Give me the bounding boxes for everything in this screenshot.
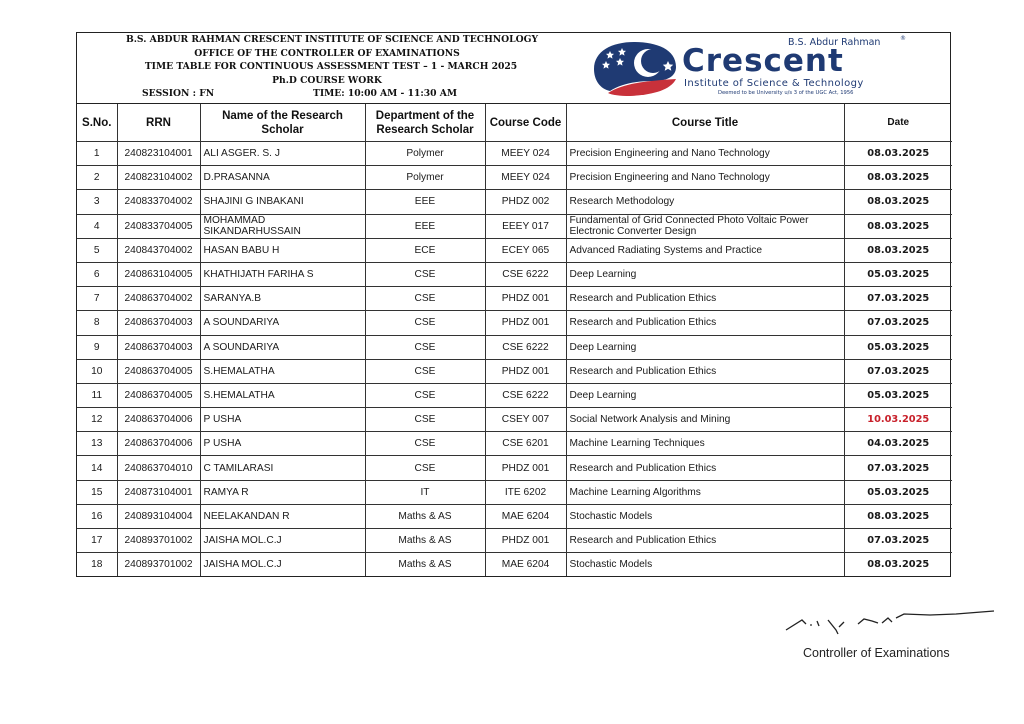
table-row	[77, 529, 952, 553]
table-body	[77, 142, 952, 577]
cell-course-title: Machine Learning Algorithms	[566, 480, 844, 504]
program-name: Ph.D COURSE WORK	[272, 74, 382, 86]
cell-name: P USHA	[200, 432, 365, 456]
cell-date: 05.03.2025	[844, 383, 952, 407]
cell-name: HASAN BABU H	[200, 238, 365, 262]
cell-name: A SOUNDARIYA	[200, 335, 365, 359]
cell-date: 08.03.2025	[844, 190, 952, 214]
cell-course-code: EEEY 017	[485, 214, 566, 238]
cell-rrn: 240843704002	[117, 238, 200, 262]
cell-rrn: 240863704003	[117, 335, 200, 359]
table-row	[77, 504, 952, 528]
cell-date: 07.03.2025	[844, 529, 952, 553]
cell-date: 10.03.2025	[844, 408, 952, 432]
crescent-emblem-icon	[592, 39, 680, 97]
cell-sno: 17	[77, 529, 117, 553]
cell-sno: 10	[77, 359, 117, 383]
cell-date: 05.03.2025	[844, 262, 952, 286]
table-row	[77, 408, 952, 432]
cell-department: Polymer	[365, 142, 485, 166]
column-header-sno: S.No.	[77, 104, 117, 142]
cell-date: 07.03.2025	[844, 359, 952, 383]
cell-course-code: ECEY 065	[485, 238, 566, 262]
cell-date: 08.03.2025	[844, 238, 952, 262]
cell-sno: 6	[77, 262, 117, 286]
cell-rrn: 240823104002	[117, 166, 200, 190]
cell-name: S.HEMALATHA	[200, 383, 365, 407]
table-row	[77, 214, 952, 238]
timetable-title: TIME TABLE FOR CONTINUOUS ASSESSMENT TEST – 1 - MARCH 2025	[144, 61, 518, 73]
cell-course-title: Advanced Radiating Systems and Practice	[566, 238, 844, 262]
crescent-logo	[592, 35, 942, 101]
table-row	[77, 238, 952, 262]
cell-course-title: Research and Publication Ethics	[566, 456, 844, 480]
cell-department: CSE	[365, 335, 485, 359]
cell-date: 08.03.2025	[844, 553, 952, 577]
cell-name: MOHAMMAD SIKANDARHUSSAIN	[200, 214, 365, 238]
cell-date: 08.03.2025	[844, 166, 952, 190]
table-row	[77, 383, 952, 407]
cell-department: IT	[365, 480, 485, 504]
column-header-name: Name of the Research Scholar	[200, 104, 365, 142]
cell-sno: 13	[77, 432, 117, 456]
table-row	[77, 432, 952, 456]
office-name: OFFICE OF THE CONTROLLER OF EXAMINATIONS	[194, 47, 460, 59]
cell-rrn: 240893701002	[117, 529, 200, 553]
cell-course-code: MAE 6204	[485, 553, 566, 577]
cell-rrn: 240863704006	[117, 408, 200, 432]
document-header	[77, 33, 950, 104]
cell-course-code: PHDZ 001	[485, 287, 566, 311]
column-header-date: Date	[844, 104, 952, 142]
cell-department: Maths & AS	[365, 504, 485, 528]
controller-signature	[780, 604, 1000, 640]
cell-name: P USHA	[200, 408, 365, 432]
cell-rrn: 240863704003	[117, 311, 200, 335]
cell-rrn: 240823104001	[117, 142, 200, 166]
cell-rrn: 240863704010	[117, 456, 200, 480]
column-header-course-code: Course Code	[485, 104, 566, 142]
logo-wordmark: Crescent	[682, 43, 844, 79]
cell-name: JAISHA MOL.C.J	[200, 553, 365, 577]
cell-sno: 18	[77, 553, 117, 577]
cell-name: C TAMILARASI	[200, 456, 365, 480]
cell-sno: 4	[77, 214, 117, 238]
cell-department: CSE	[365, 262, 485, 286]
cell-date: 08.03.2025	[844, 504, 952, 528]
cell-sno: 15	[77, 480, 117, 504]
table-row	[77, 190, 952, 214]
cell-course-title: Research Methodology	[566, 190, 844, 214]
column-header-department: Department of the Research Scholar	[365, 104, 485, 142]
cell-rrn: 240833704002	[117, 190, 200, 214]
table-header-row	[77, 104, 952, 142]
logo-registered-mark: ®	[900, 35, 906, 42]
cell-course-code: MAE 6204	[485, 504, 566, 528]
table-row	[77, 553, 952, 577]
cell-course-code: CSE 6222	[485, 335, 566, 359]
cell-course-title: Machine Learning Techniques	[566, 432, 844, 456]
cell-sno: 5	[77, 238, 117, 262]
table-row	[77, 287, 952, 311]
table-row	[77, 262, 952, 286]
cell-course-title: Precision Engineering and Nano Technology	[566, 142, 844, 166]
cell-course-title: Stochastic Models	[566, 504, 844, 528]
institute-name: B.S. ABDUR RAHMAN CRESCENT INSTITUTE OF SCIENCE AND TECHNOLOGY	[125, 34, 539, 45]
cell-sno: 12	[77, 408, 117, 432]
cell-department: ECE	[365, 238, 485, 262]
cell-sno: 2	[77, 166, 117, 190]
cell-date: 08.03.2025	[844, 214, 952, 238]
cell-course-title: Deep Learning	[566, 335, 844, 359]
cell-course-title: Deep Learning	[566, 262, 844, 286]
cell-rrn: 240893701002	[117, 553, 200, 577]
cell-date: 08.03.2025	[844, 142, 952, 166]
cell-department: CSE	[365, 456, 485, 480]
cell-course-code: PHDZ 002	[485, 190, 566, 214]
cell-name: SHAJINI G INBAKANI	[200, 190, 365, 214]
header-text-block	[77, 33, 577, 101]
cell-course-code: PHDZ 001	[485, 359, 566, 383]
cell-course-code: ITE 6202	[485, 480, 566, 504]
cell-rrn: 240863704005	[117, 383, 200, 407]
table-row	[77, 311, 952, 335]
timetable-sheet	[76, 32, 951, 577]
cell-name: KHATHIJATH FARIHA S	[200, 262, 365, 286]
cell-course-title: Research and Publication Ethics	[566, 311, 844, 335]
cell-sno: 16	[77, 504, 117, 528]
cell-rrn: 240893104004	[117, 504, 200, 528]
cell-sno: 11	[77, 383, 117, 407]
signatory-title: Controller of Examinations	[803, 646, 950, 660]
cell-department: CSE	[365, 383, 485, 407]
column-header-rrn: RRN	[117, 104, 200, 142]
cell-department: Polymer	[365, 166, 485, 190]
cell-course-code: MEEY 024	[485, 166, 566, 190]
cell-course-title: Research and Publication Ethics	[566, 529, 844, 553]
cell-name: RAMYA R	[200, 480, 365, 504]
cell-course-code: PHDZ 001	[485, 311, 566, 335]
cell-name: ALI ASGER. S. J	[200, 142, 365, 166]
cell-department: CSE	[365, 359, 485, 383]
cell-name: A SOUNDARIYA	[200, 311, 365, 335]
cell-course-title: Precision Engineering and Nano Technology	[566, 166, 844, 190]
cell-sno: 8	[77, 311, 117, 335]
cell-name: SARANYA.B	[200, 287, 365, 311]
cell-date: 05.03.2025	[844, 480, 952, 504]
cell-course-title: Research and Publication Ethics	[566, 359, 844, 383]
cell-department: Maths & AS	[365, 529, 485, 553]
cell-course-title: Deep Learning	[566, 383, 844, 407]
cell-rrn: 240863704005	[117, 359, 200, 383]
cell-date: 05.03.2025	[844, 335, 952, 359]
cell-course-title: Research and Publication Ethics	[566, 287, 844, 311]
cell-course-title: Fundamental of Grid Connected Photo Voltaic Power Electronic Converter Design	[566, 214, 844, 238]
cell-name: S.HEMALATHA	[200, 359, 365, 383]
cell-name: NEELAKANDAN R	[200, 504, 365, 528]
cell-rrn: 240863104005	[117, 262, 200, 286]
cell-date: 04.03.2025	[844, 432, 952, 456]
cell-sno: 7	[77, 287, 117, 311]
table-row	[77, 359, 952, 383]
table-row	[77, 142, 952, 166]
logo-top-text: B.S. Abdur Rahman	[788, 37, 881, 48]
cell-course-code: PHDZ 001	[485, 529, 566, 553]
cell-department: EEE	[365, 214, 485, 238]
cell-rrn: 240833704005	[117, 214, 200, 238]
cell-course-code: CSE 6222	[485, 383, 566, 407]
cell-department: CSE	[365, 287, 485, 311]
cell-course-code: CSEY 007	[485, 408, 566, 432]
cell-sno: 14	[77, 456, 117, 480]
cell-sno: 3	[77, 190, 117, 214]
cell-course-code: CSE 6222	[485, 262, 566, 286]
cell-department: CSE	[365, 311, 485, 335]
cell-rrn: 240863704002	[117, 287, 200, 311]
cell-course-code: PHDZ 001	[485, 456, 566, 480]
cell-name: JAISHA MOL.C.J	[200, 529, 365, 553]
cell-rrn: 240873104001	[117, 480, 200, 504]
column-header-course-title: Course Title	[566, 104, 844, 142]
cell-department: CSE	[365, 432, 485, 456]
timetable-table	[77, 104, 952, 576]
time-label: TIME: 10:00 AM - 11:30 AM	[313, 88, 458, 100]
table-row	[77, 166, 952, 190]
cell-course-code: CSE 6201	[485, 432, 566, 456]
cell-department: CSE	[365, 408, 485, 432]
cell-date: 07.03.2025	[844, 311, 952, 335]
logo-tagline: Deemed to be University u/s 3 of the UGC Act, 1956	[718, 90, 854, 96]
table-row	[77, 480, 952, 504]
session-label: SESSION : FN	[142, 88, 215, 100]
session-row	[77, 87, 577, 101]
table-row	[77, 456, 952, 480]
cell-rrn: 240863704006	[117, 432, 200, 456]
cell-course-title: Stochastic Models	[566, 553, 844, 577]
cell-course-title: Social Network Analysis and Mining	[566, 408, 844, 432]
cell-department: Maths & AS	[365, 553, 485, 577]
cell-sno: 1	[77, 142, 117, 166]
cell-department: EEE	[365, 190, 485, 214]
cell-date: 07.03.2025	[844, 456, 952, 480]
table-row	[77, 335, 952, 359]
cell-sno: 9	[77, 335, 117, 359]
logo-subtitle: Institute of Science & Technology	[684, 78, 864, 89]
cell-date: 07.03.2025	[844, 287, 952, 311]
cell-course-code: MEEY 024	[485, 142, 566, 166]
cell-name: D.PRASANNA	[200, 166, 365, 190]
